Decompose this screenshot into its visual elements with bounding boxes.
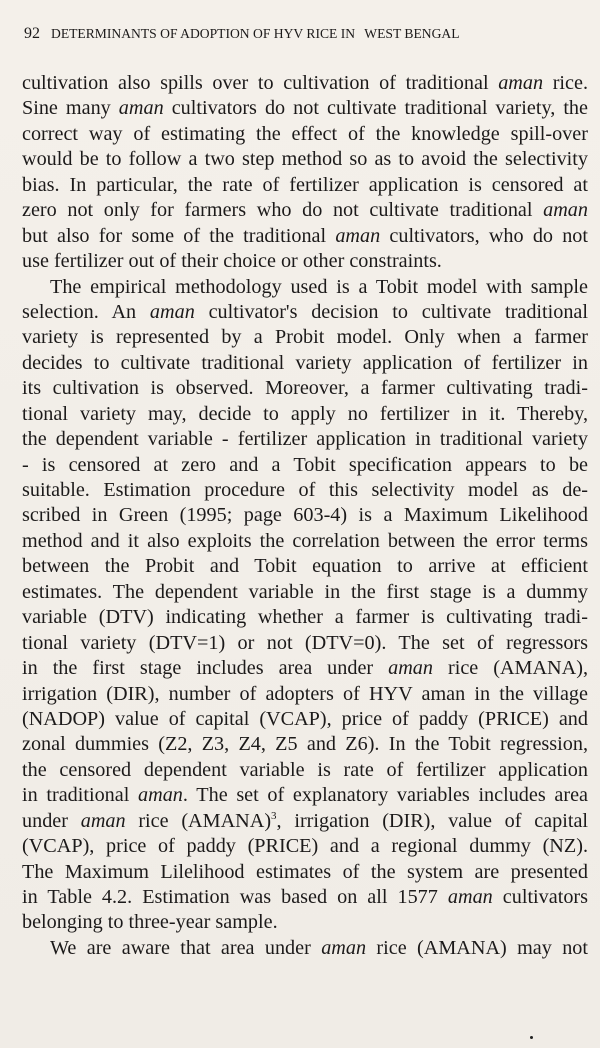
text-line: (NADOP) value of capital (VCAP), price of paddy (PRICE) and <box>22 707 588 730</box>
text-line: variable (DTV) indicating whether a farmer is cultivating tradi- <box>22 606 588 629</box>
text-line: the censored dependent variable is rate of fertilizer application <box>22 758 588 781</box>
text-line: under aman rice (AMANA)$^3$, irrigation (DIR), value of capital <box>22 809 589 832</box>
italic-term: aman <box>80 809 126 832</box>
paragraph <box>22 71 588 275</box>
text-line: correct way of estimating the effect of the knowledge spill-over <box>22 122 588 145</box>
text-line: belonging to three-year sample. <box>22 911 278 934</box>
text-line: - is censored at zero and a Tobit specification appears to be <box>22 453 588 476</box>
text-line: decides to cultivate traditional variety application of fertilizer in <box>22 351 588 374</box>
text-line: use fertilizer out of their choice or other constraints. <box>22 250 442 273</box>
text-line: the dependent variable - fertilizer application in traditional variety <box>22 428 588 451</box>
print-speck <box>530 1036 533 1039</box>
text-line: scribed in Green (1995; page 603-4) is a Maximum Likelihood <box>22 504 588 527</box>
text-line: method and it also exploits the correlation between the error terms <box>22 529 588 552</box>
text-line: bias. In particular, the rate of fertilizer application is censored at <box>22 173 588 196</box>
text-line: zonal dummies (Z2, Z3, Z4, Z5 and Z6). In the Tobit regression, <box>22 733 588 756</box>
text-line: The empirical methodology used is a Tobit model with sample <box>50 275 588 298</box>
text-line: We are aware that area under aman rice (AMANA) may not <box>50 936 589 959</box>
italic-term: aman <box>447 886 493 908</box>
running-head-title <box>51 26 460 41</box>
italic-term: aman <box>138 784 183 807</box>
text-line: Sine many aman cultivators do not cultivate traditional variety, the <box>22 97 588 120</box>
text-line: between the Probit and Tobit equation to arrive at efficient <box>22 555 588 578</box>
italic-term: aman <box>543 199 588 222</box>
text-line: in traditional aman. The set of explanatory variables includes area <box>22 784 588 807</box>
body-text <box>22 71 588 961</box>
running-head-title-part1: DETERMINANTS OF ADOPTION OF HYV RICE IN <box>51 26 356 41</box>
text-line: zero not only for farmers who do not cultivate traditional aman <box>22 199 588 222</box>
text-line: but also for some of the traditional aman cultivators, who do not <box>22 224 588 247</box>
running-head <box>24 25 460 43</box>
text-line: would be to follow a two step method so as to avoid the selectivity <box>22 148 588 171</box>
italic-term: aman <box>498 72 544 94</box>
italic-term: aman <box>118 97 164 120</box>
text-line: cultivation also spills over to cultivation of traditional aman rice. <box>22 72 588 94</box>
paragraph <box>22 275 588 936</box>
text-line: variety is represented by a Probit model. Only when a farmer <box>22 326 588 349</box>
text-line: in Table 4.2. Estimation was based on all 1577 aman cultivators <box>22 886 588 908</box>
text-line: irrigation (DIR), number of adopters of HYV aman in the village <box>22 682 588 705</box>
running-head-title-part2: WEST BENGAL <box>364 26 460 41</box>
italic-term: aman <box>321 936 367 959</box>
italic-term: aman <box>388 657 433 680</box>
text-line: suitable. Estimation procedure of this selectivity model as de- <box>22 479 588 501</box>
text-line: The Maximum Lilelihood estimates of the system are presented <box>22 860 588 883</box>
italic-term: aman <box>335 224 381 247</box>
page-number: 92 <box>24 25 40 42</box>
text-line: tional variety (DTV=1) or not (DTV=0). The set of regressors <box>22 631 588 654</box>
text-line: tional variety may, decide to apply no fertilizer in it. Thereby, <box>22 402 588 425</box>
text-line: its cultivation is observed. Moreover, a farmer cultivating tradi- <box>22 377 588 400</box>
footnote-marker: 3 <box>271 809 277 822</box>
paragraph <box>22 936 588 961</box>
text-line: (VCAP), price of paddy (PRICE) and a regional dummy (NZ). <box>22 835 588 858</box>
text-line: in the first stage includes area under aman rice (AMANA), <box>22 657 588 680</box>
text-line: selection. An aman cultivator's decision to cultivate traditional <box>22 300 588 323</box>
text-line: estimates. The dependent variable in the first stage is a dummy <box>22 580 588 603</box>
italic-term: aman <box>149 300 195 323</box>
